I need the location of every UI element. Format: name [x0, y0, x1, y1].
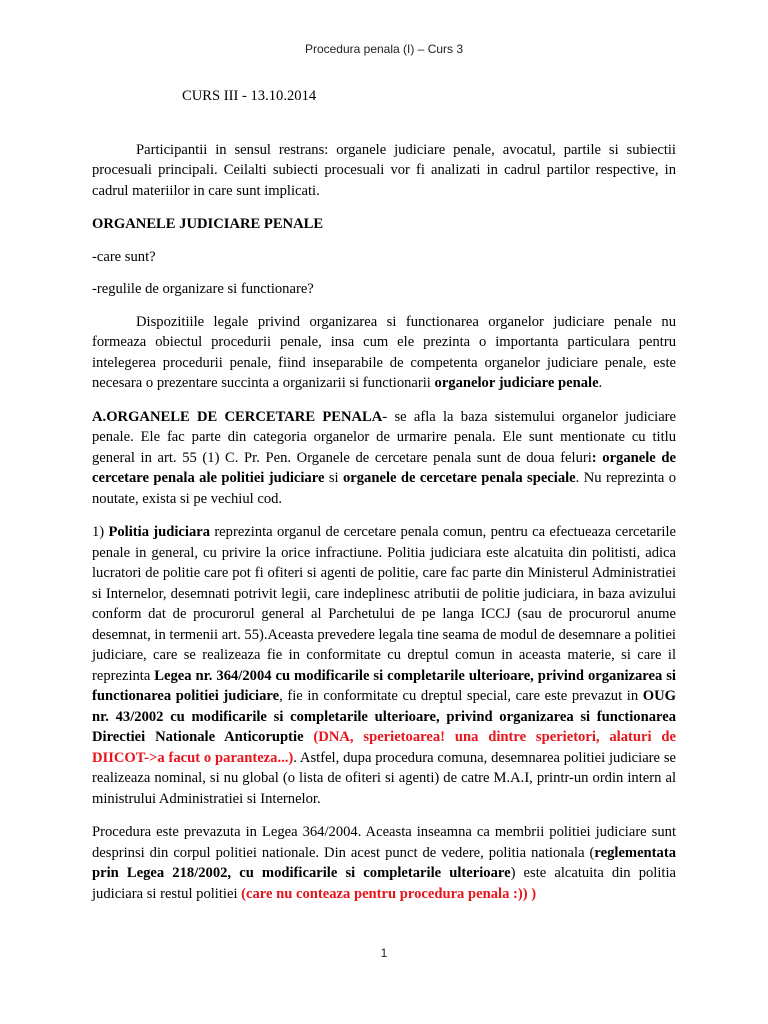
- procedura-text-2: ) este alcatuita din politia judiciara si restul politiei: [92, 865, 676, 902]
- dispozitii-paragraph: [92, 312, 676, 394]
- procedura-text-1: Procedura este prevazuta in Legea 364/2004. Aceasta inseamna ca membrii politiei judiciare sunt desprinsi din corpul politiei nationale. Din acest punct de vedere, politia nationala (: [92, 824, 676, 861]
- intro-paragraph: Participantii in sensul restrans: organele judiciare penale, avocatul, partile si subiectii procesuali principali. Ceilalti subiecti procesuali vor fi analizati in cadrul partilor respective, in cadrul materiilor in care sunt implicati.: [92, 141, 676, 199]
- section-heading: ORGANELE JUDICIARE PENALE: [92, 216, 324, 232]
- page-number: 1: [380, 946, 388, 960]
- procedura-paragraph: [92, 822, 676, 904]
- course-title: CURS III - 13.10.2014: [182, 88, 317, 104]
- dispozitii-end: .: [598, 375, 603, 391]
- organe-cercetare-text-3: . Nu reprezinta o noutate, exista si pe vechiul cod.: [92, 470, 677, 507]
- politia-num: 1): [92, 524, 109, 540]
- organe-cercetare-bold-1: : organele de cercetare penala ale politiei judiciare: [92, 449, 676, 486]
- document-body: [92, 86, 676, 917]
- organe-cercetare-bold-2: organele de cercetare penala speciale: [342, 470, 576, 486]
- politia-bold-3: OUG nr. 43/2002 cu modificarile si completarile ulterioare, privind organizarea si functionarea Directiei Nationale Anticoruptie: [92, 688, 676, 745]
- politia-text-1: reprezinta organul de cercetare penala comun, pentru ca efectueaza cercetarile penale in general, cu privire la orice infractiune. Politia judiciara este alcatuita din politisti, adica lucratori de politie care pot fi ofiteri si agenti de politie, care fac parte din Ministerul Administratiei si Internelor, desemnati potrivit legii, care indeplinesc atributii de politie judiciara, in baza avizului conform dat de procurorul general al Parchetului de pe langa ICCJ (sau de procurorul anume desemnat, in termenii art. 55).Aceasta prevedere legala tine seama de modul de desemnare a politiei judiciare, care se realizeaza fie in conformitate cu dreptul comun in aceasta materie, si care il reprezinta: [92, 524, 676, 684]
- question-1: -care sunt?: [92, 248, 156, 265]
- dispozitii-text: Dispozitiile legale privind organizarea si functionarea organelor judiciare penale nu formeaza obiectul procedurii penale, insa cum ele prezinta o importanta particulara pentru intelegerea procedurii penale, fiind inseparabile de competenta organelor judiciare penale, este necesara o prezentare succinta a organizarii si functionarii: [92, 313, 676, 391]
- question-2: -regulile de organizare si functionare?: [92, 281, 314, 297]
- politia-bold-1: Politia judiciara: [108, 524, 211, 540]
- organe-cercetare-paragraph: [92, 407, 676, 510]
- politia-red-aside: (DNA, sperietoarea! una dintre sperietori, alaturi de DIICOT->a facut o paranteza...): [92, 729, 676, 766]
- politia-text-2: , fie in conformitate cu dreptul special, care este prevazut in: [279, 688, 643, 704]
- procedura-red-aside: (care nu conteaza pentru procedura penala :)) ): [241, 885, 537, 902]
- politia-text-3: . Astfel, dupa procedura comuna, desemnarea politiei judiciare se realizeaza nominal, si nu global (o lista de ofiteri si agenti) de catre M.A.I, printr-un ordin intern al ministrului Administratiei si Internelor.: [92, 749, 676, 807]
- politia-bold-2: Legea nr. 364/2004 cu modificarile si completarile ulterioare, privind organizarea si functionarea politiei judiciare: [92, 667, 676, 704]
- politia-judiciara-paragraph: [92, 522, 676, 809]
- running-header: Procedura penala (I) – Curs 3: [304, 42, 464, 56]
- organe-cercetare-heading: A.ORGANELE DE CERCETARE PENALA: [92, 408, 383, 425]
- procedura-bold-1: reglementata prin Legea 218/2002, cu modificarile si completarile ulterioare: [92, 844, 676, 881]
- dispozitii-bold: organelor judiciare penale: [434, 375, 599, 391]
- organe-cercetare-text-2: si: [324, 470, 343, 486]
- organe-cercetare-text-1: - se afla la baza sistemului organelor judiciare penale. Ele fac parte din categoria organelor de urmarire penala. Ele sunt mentionate cu titlu general in art. 55 (1) C. Pr. Pen. Organele de cercetare penala sunt de doua feluri: [92, 408, 677, 466]
